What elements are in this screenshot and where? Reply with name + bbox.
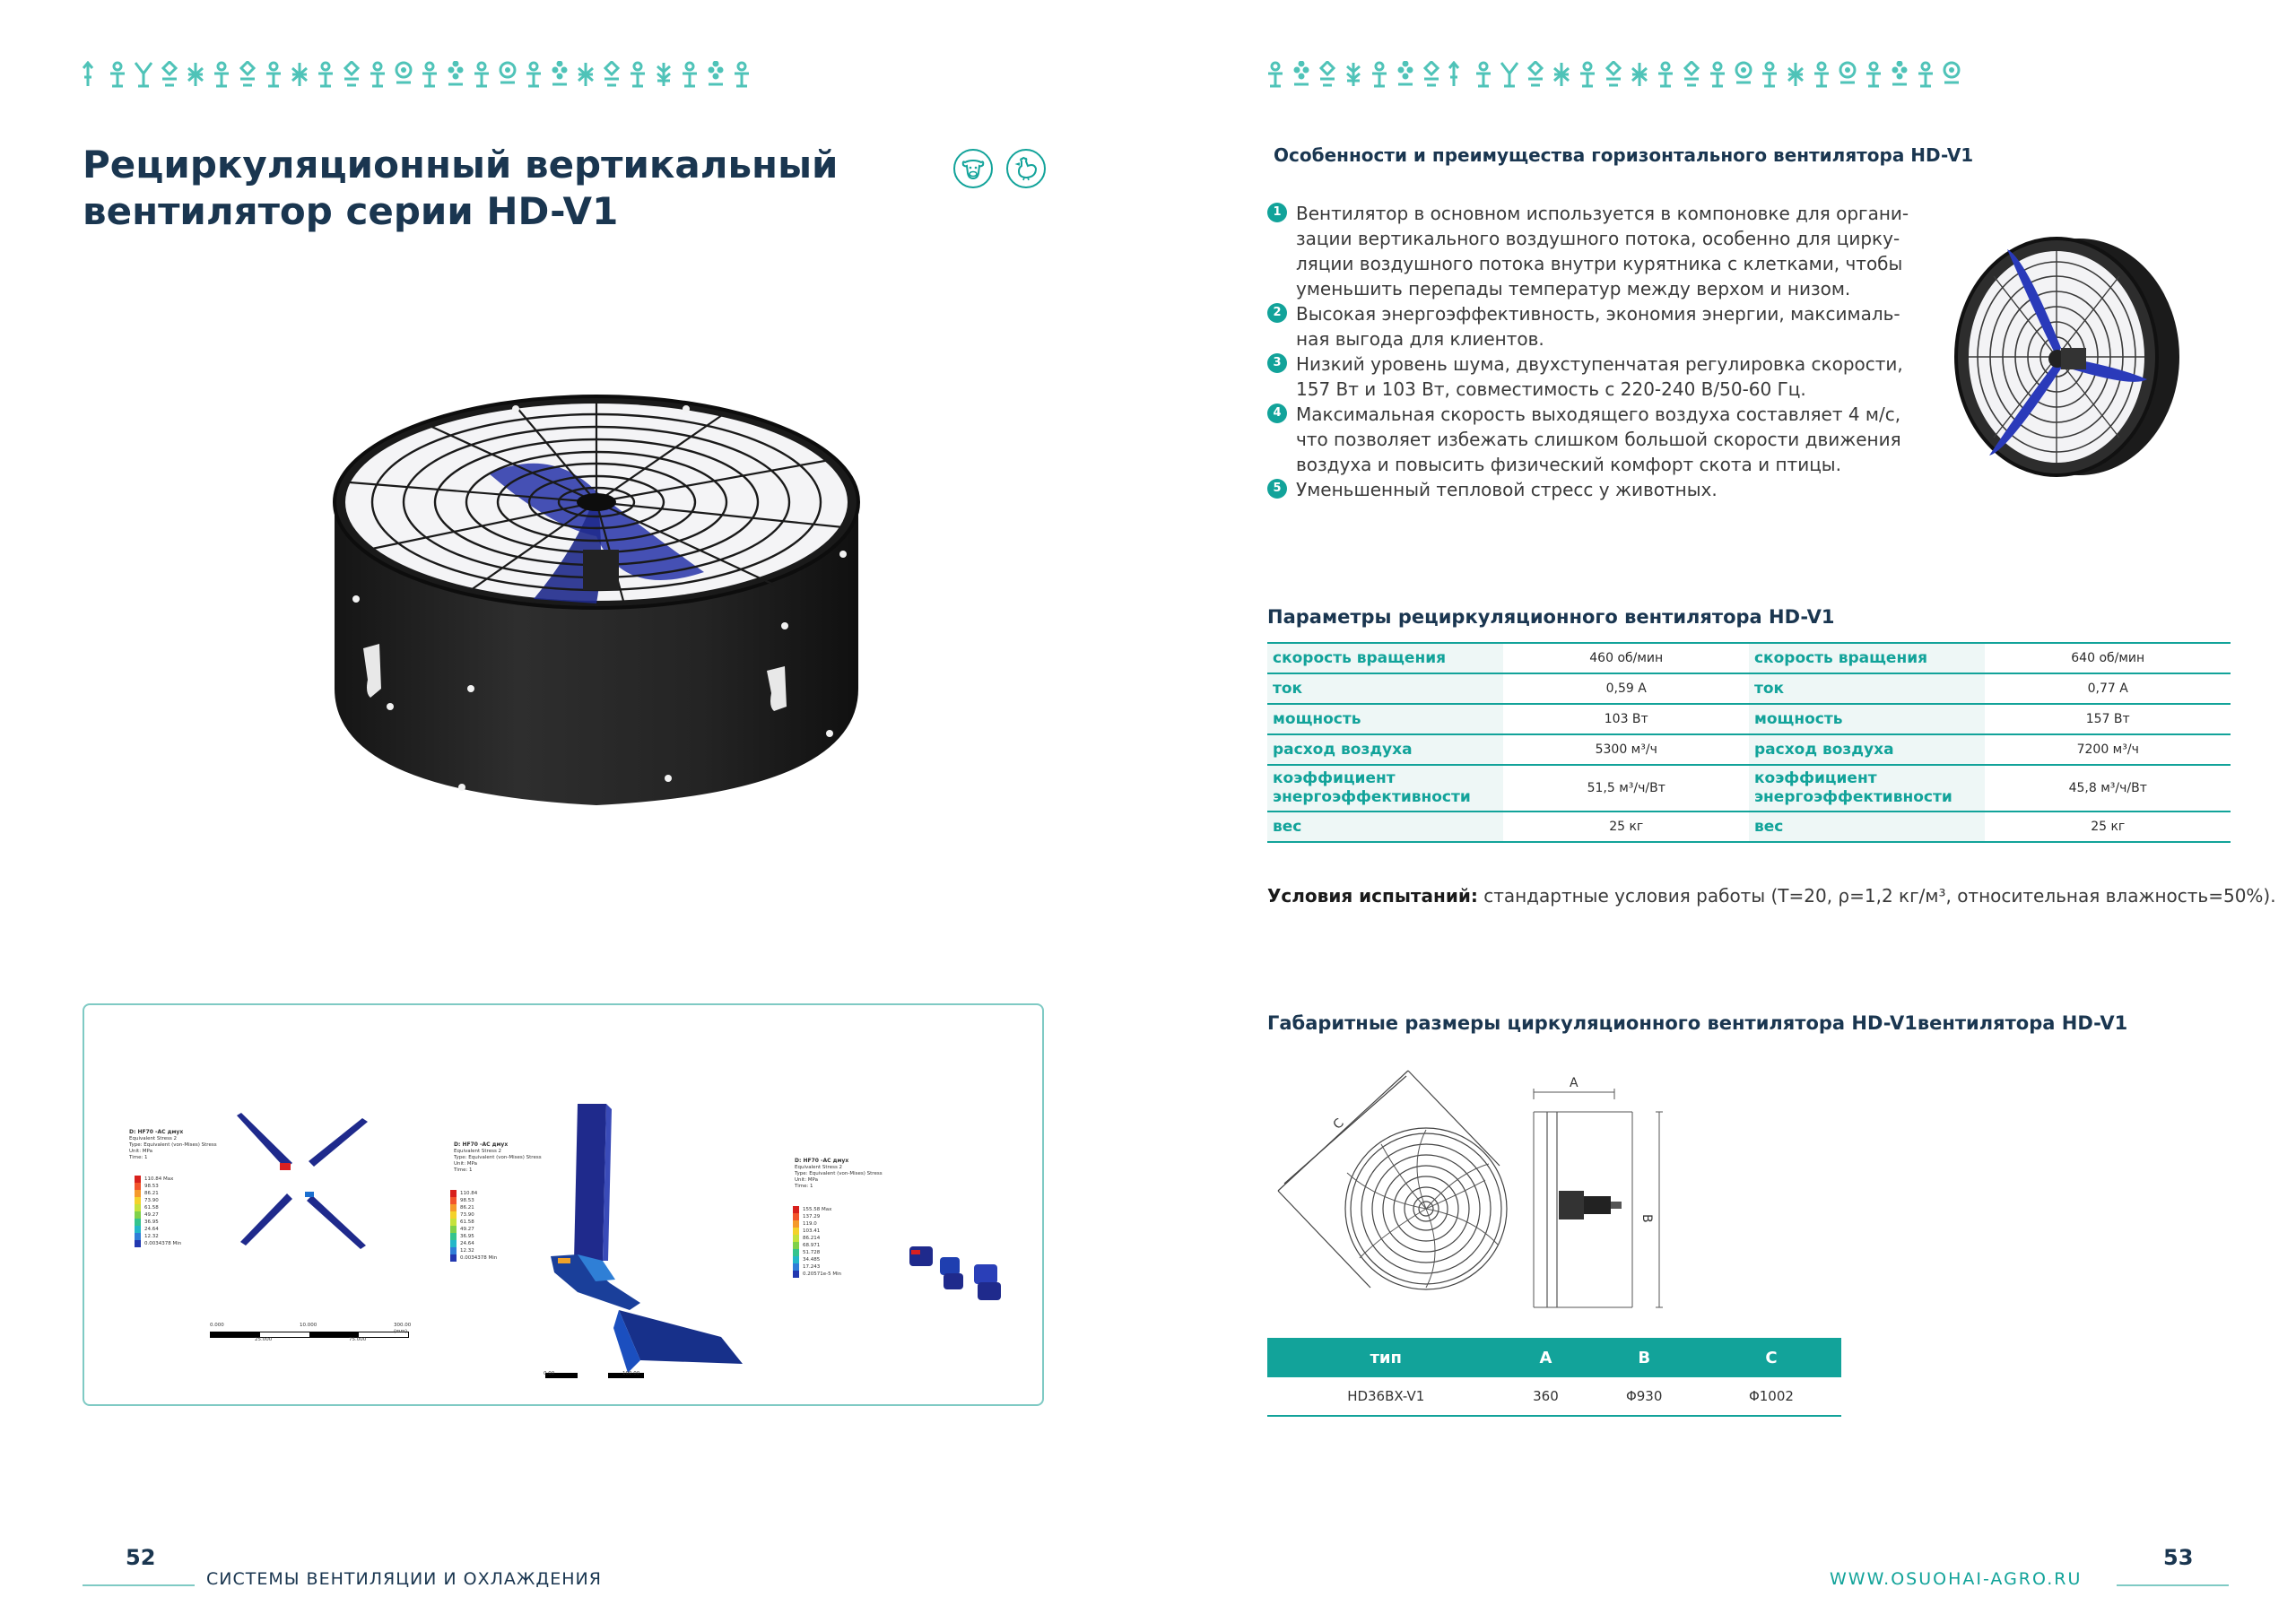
drawing-label-a: A — [1570, 1076, 1578, 1090]
legend-color-ramp — [135, 1176, 141, 1247]
param-value: 45,8 м³/ч/Вт — [1985, 765, 2231, 812]
stress-simulation-panel — [83, 1003, 1044, 1406]
ornament-glyph — [1605, 61, 1622, 88]
param-label: коэффициент энергоэффективности — [1267, 765, 1503, 812]
ornament-glyph — [135, 61, 152, 88]
sim-line: Type: Equivalent (von-Mises) Stress — [795, 1171, 883, 1176]
feature-text: зации вертикального воздушного потока, особенно для цирку- — [1296, 228, 1900, 249]
legend-value: 137.29 — [803, 1214, 821, 1219]
feature-text: Уменьшенный тепловой стресс у животных. — [1296, 479, 1718, 500]
feature-number-badge: 2 — [1267, 303, 1287, 323]
legend-value: 49.27 — [144, 1212, 159, 1218]
ornament-glyph — [109, 61, 126, 88]
conditions-label: Условия испытаний: — [1267, 885, 1478, 907]
params-row — [1267, 812, 2231, 842]
sim-title: D: HF70 -AC дмух — [454, 1141, 509, 1148]
param-label: вес — [1267, 812, 1503, 842]
chicken-icon — [1006, 149, 1046, 188]
ornament-glyph — [1318, 61, 1336, 88]
legend-value: 110.84 — [460, 1191, 478, 1196]
footer-divider-left — [83, 1584, 195, 1586]
legend-value: 86.21 — [144, 1191, 159, 1196]
ornament-glyph — [1865, 61, 1883, 88]
legend-value: 73.90 — [460, 1212, 474, 1218]
ornament-glyph — [447, 61, 465, 88]
legend-values — [460, 1190, 497, 1262]
sim-scale-1 — [210, 1323, 412, 1342]
ornament-glyph — [525, 61, 543, 88]
ornament-glyph — [343, 61, 361, 88]
param-value: 103 Вт — [1503, 704, 1749, 734]
ornament-glyph — [681, 61, 699, 88]
animal-icons — [953, 149, 1046, 188]
params-row — [1267, 765, 2231, 812]
title-line-2: вентилятор серии HD-V1 — [83, 189, 619, 233]
sim-line: Equivalent Stress 2 — [454, 1149, 502, 1154]
ornament-glyph — [291, 61, 309, 88]
sim-line: Unit: MPa — [795, 1177, 818, 1183]
sim-legend-2 — [450, 1190, 497, 1262]
params-heading: Параметры рециркуляционного вентилятора HD-V1 — [1267, 606, 1835, 628]
ornament-glyph — [1787, 61, 1805, 88]
ornament-glyph — [1422, 61, 1440, 88]
ornament-glyph — [1683, 61, 1700, 88]
sim-legend-1 — [135, 1176, 181, 1247]
feature-number-badge: 3 — [1267, 353, 1287, 373]
ornament-glyph — [473, 61, 491, 88]
ornament-glyph — [265, 61, 283, 88]
scale-label: 10.000 — [300, 1323, 317, 1328]
ornament-glyph — [1839, 61, 1857, 88]
params-row — [1267, 734, 2231, 765]
legend-value: 86.214 — [803, 1236, 821, 1241]
ornament-glyph — [733, 61, 751, 88]
drawing-label-b: B — [1639, 1214, 1654, 1223]
legend-value: 24.64 — [144, 1227, 159, 1232]
ornament-glyph — [239, 61, 257, 88]
sim-legend-3 — [793, 1206, 841, 1278]
dims-header-cell: C — [1701, 1338, 1841, 1377]
ornament-glyph — [707, 61, 725, 88]
legend-value: 49.27 — [460, 1227, 474, 1232]
ornament-glyph — [1943, 61, 1961, 88]
param-value: 0,59 А — [1503, 673, 1749, 704]
ornament-glyph — [551, 61, 569, 88]
conditions-text: стандартные условия работы (T=20, ρ=1,2 кг/м³, относительная влажность=50%). — [1477, 885, 2276, 907]
ornament-glyph — [1266, 61, 1284, 88]
scale-label: 25.000 — [255, 1337, 273, 1342]
sim-line: Time: 1 — [129, 1155, 148, 1160]
params-row — [1267, 704, 2231, 734]
ornament-glyph — [603, 61, 621, 88]
sim-line: Type: Equivalent (von-Mises) Stress — [454, 1155, 542, 1160]
feature-text: Низкий уровень шума, двухступенчатая регулировка скорости, — [1296, 353, 1903, 375]
sim-caption-3 — [795, 1158, 883, 1190]
ornament-glyph — [1474, 61, 1492, 88]
dimensions-heading: Габаритные размеры циркуляционного вентилятора HD-V1вентилятора HD-V1 — [1267, 1012, 2128, 1034]
legend-value: 61.58 — [460, 1219, 474, 1225]
product-image-horizontal-fan — [1926, 222, 2187, 495]
dims-cell: HD36BX-V1 — [1267, 1377, 1504, 1416]
footer-website-link[interactable]: WWW.OSUOHAI-AGRO.RU — [1830, 1569, 2083, 1589]
feature-item — [1267, 477, 1913, 502]
feature-text: воздуха и повысить физический комфорт скота и птицы. — [1296, 454, 1841, 475]
ornament-glyph — [1813, 61, 1831, 88]
cow-icon — [953, 149, 993, 188]
legend-value: 73.90 — [144, 1198, 159, 1203]
sim-line: Time: 1 — [795, 1184, 813, 1189]
legend-value: 36.95 — [460, 1234, 474, 1239]
param-value: 25 кг — [1985, 812, 2231, 842]
ornament-glyph — [395, 61, 413, 88]
ornament-glyph — [1344, 61, 1362, 88]
sim-model-blade-section-2 — [542, 1104, 748, 1391]
page-number-left: 52 — [126, 1545, 156, 1570]
footer-divider-right — [2117, 1584, 2229, 1586]
sim-caption-1 — [129, 1129, 217, 1161]
legend-value: 0.20571e-5 Min — [803, 1271, 842, 1277]
ornament-glyph — [655, 61, 673, 88]
ornament-glyph — [1526, 61, 1544, 88]
param-value: 640 об/мин — [1985, 643, 2231, 673]
sim-line: Unit: MPa — [454, 1161, 477, 1167]
sim-model-blades-1 — [228, 1111, 371, 1254]
scale-label: 0.000 — [210, 1323, 224, 1328]
legend-value: 51.728 — [803, 1250, 821, 1255]
dims-cell: Φ930 — [1587, 1377, 1700, 1416]
legend-value: 155.58 Max — [803, 1207, 832, 1212]
ornament-glyph — [1370, 61, 1388, 88]
feature-text: ная выгода для клиентов. — [1296, 328, 1544, 350]
params-row — [1267, 673, 2231, 704]
param-label: мощность — [1267, 704, 1503, 734]
page-number-right: 53 — [2163, 1545, 2194, 1570]
ornament-glyph — [317, 61, 335, 88]
legend-value: 34.485 — [803, 1257, 821, 1263]
feature-item — [1267, 352, 1913, 402]
ornament-glyph — [83, 61, 100, 88]
legend-value: 0.0034378 Min — [460, 1255, 498, 1261]
ornament-glyph — [1396, 61, 1414, 88]
ornament-glyph — [1578, 61, 1596, 88]
ornament-glyph — [421, 61, 439, 88]
feature-number-badge: 1 — [1267, 203, 1287, 222]
params-table — [1267, 642, 2231, 843]
ornament-glyph — [1735, 61, 1752, 88]
feature-number-badge: 5 — [1267, 479, 1287, 499]
legend-value: 17.243 — [803, 1264, 821, 1270]
legend-values — [803, 1206, 841, 1278]
param-value: 460 об/мин — [1503, 643, 1749, 673]
ornament-glyph — [1631, 61, 1648, 88]
legend-values — [144, 1176, 181, 1247]
feature-item — [1267, 402, 1913, 477]
param-value: 157 Вт — [1985, 704, 2231, 734]
legend-value: 0.0034378 Min — [144, 1241, 182, 1246]
ornament-glyph — [1709, 61, 1726, 88]
param-label: мощность — [1749, 704, 1985, 734]
legend-value: 12.32 — [460, 1248, 474, 1254]
param-value: 51,5 м³/ч/Вт — [1503, 765, 1749, 812]
param-label: ток — [1749, 673, 1985, 704]
dims-cell: Φ1002 — [1701, 1377, 1841, 1416]
legend-value: 86.21 — [460, 1205, 474, 1211]
sim-caption-2 — [454, 1141, 542, 1174]
ornament-glyph — [499, 61, 517, 88]
sim-title: D: HF70 -AC дмух — [795, 1158, 849, 1164]
sim-line: Time: 1 — [454, 1167, 473, 1173]
page-title — [83, 142, 890, 235]
feature-number-badge: 4 — [1267, 404, 1287, 423]
legend-value: 103.41 — [803, 1228, 821, 1234]
dimension-drawing — [1274, 1065, 1668, 1320]
feature-text: что позволяет избежать слишком большой скорости движения — [1296, 429, 1901, 450]
dims-header-cell: тип — [1267, 1338, 1504, 1377]
scale-label: 75.000 — [349, 1337, 367, 1342]
param-label: ток — [1267, 673, 1503, 704]
features-list — [1267, 201, 1913, 502]
legend-color-ramp — [450, 1190, 457, 1262]
ornament-glyph — [187, 61, 204, 88]
params-row — [1267, 643, 2231, 673]
ornament-glyph — [1761, 61, 1779, 88]
dims-header-cell: A — [1504, 1338, 1587, 1377]
param-label: скорость вращения — [1267, 643, 1503, 673]
feature-item — [1267, 201, 1913, 301]
legend-value: 24.64 — [460, 1241, 474, 1246]
feature-text: Вентилятор в основном используется в компоновке для органи- — [1296, 203, 1909, 224]
feature-item — [1267, 301, 1913, 352]
ornament-glyph — [1891, 61, 1909, 88]
ornament-glyph — [1917, 61, 1935, 88]
ornament-glyph — [1292, 61, 1310, 88]
scale-label: 300.00 (mm) — [394, 1323, 412, 1334]
param-label: вес — [1749, 812, 1985, 842]
sim-line: Equivalent Stress 2 — [795, 1165, 843, 1170]
scale-label: 0.00 — [544, 1371, 555, 1376]
ornament-glyph — [369, 61, 387, 88]
legend-value: 68.971 — [803, 1243, 821, 1248]
legend-value: 12.32 — [144, 1234, 159, 1239]
legend-value: 98.53 — [144, 1184, 159, 1189]
dims-header-cell: B — [1587, 1338, 1700, 1377]
sim-title: D: HF70 -AC дмух — [129, 1129, 184, 1135]
legend-value: 61.58 — [144, 1205, 159, 1211]
legend-color-ramp — [793, 1206, 799, 1278]
sim-model-hubs-3 — [908, 1234, 1015, 1306]
param-value: 0,77 А — [1985, 673, 2231, 704]
feature-text: Максимальная скорость выходящего воздуха составляет 4 м/с, — [1296, 404, 1901, 425]
feature-text: 157 Вт и 103 Вт, совместимость с 220-240 В/50-60 Гц. — [1296, 378, 1806, 400]
param-value: 5300 м³/ч — [1503, 734, 1749, 765]
ornament-band-left — [83, 54, 751, 95]
sim-line: Equivalent Stress 2 — [129, 1136, 178, 1141]
drawing-label-c: C — [1330, 1115, 1347, 1133]
legend-value: 36.95 — [144, 1219, 159, 1225]
ornament-glyph — [1657, 61, 1674, 88]
scale-label: 100.00 — [622, 1371, 640, 1376]
test-conditions — [1267, 885, 2276, 907]
param-label: коэффициент энергоэффективности — [1749, 765, 1985, 812]
ornament-glyph — [1448, 61, 1466, 88]
features-heading: Особенности и преимущества горизонтального вентилятора HD-V1 — [1274, 144, 1974, 166]
param-label: скорость вращения — [1749, 643, 1985, 673]
dims-row — [1267, 1377, 1841, 1416]
param-value: 7200 м³/ч — [1985, 734, 2231, 765]
param-value: 25 кг — [1503, 812, 1749, 842]
ornament-glyph — [161, 61, 178, 88]
footer-section-title: СИСТЕМЫ ВЕНТИЛЯЦИИ И ОХЛАЖДЕНИЯ — [206, 1569, 602, 1589]
sim-line: Unit: MPa — [129, 1149, 152, 1154]
param-label: расход воздуха — [1267, 734, 1503, 765]
feature-text: уменьшить перепады температур между верхом и низом. — [1296, 278, 1851, 299]
ornament-glyph — [577, 61, 595, 88]
feature-text: ляции воздушного потока внутри курятника с клетками, чтобы — [1296, 253, 1903, 274]
ornament-glyph — [629, 61, 647, 88]
dims-cell: 360 — [1504, 1377, 1587, 1416]
title-line-1: Рециркуляционный вертикальный — [83, 143, 839, 187]
ornament-glyph — [1500, 61, 1518, 88]
ornament-band-right — [1266, 54, 1961, 95]
feature-text: Высокая энергоэффективность, экономия энергии, максималь- — [1296, 303, 1900, 325]
param-label: расход воздуха — [1749, 734, 1985, 765]
product-image-vertical-fan — [327, 393, 865, 827]
legend-value: 110.84 Max — [144, 1176, 174, 1182]
dimensions-table — [1267, 1338, 1841, 1417]
legend-value: 119.0 — [803, 1221, 817, 1227]
ornament-glyph — [1552, 61, 1570, 88]
ornament-glyph — [213, 61, 230, 88]
sim-line: Type: Equivalent (von-Mises) Stress — [129, 1142, 217, 1148]
legend-value: 98.53 — [460, 1198, 474, 1203]
